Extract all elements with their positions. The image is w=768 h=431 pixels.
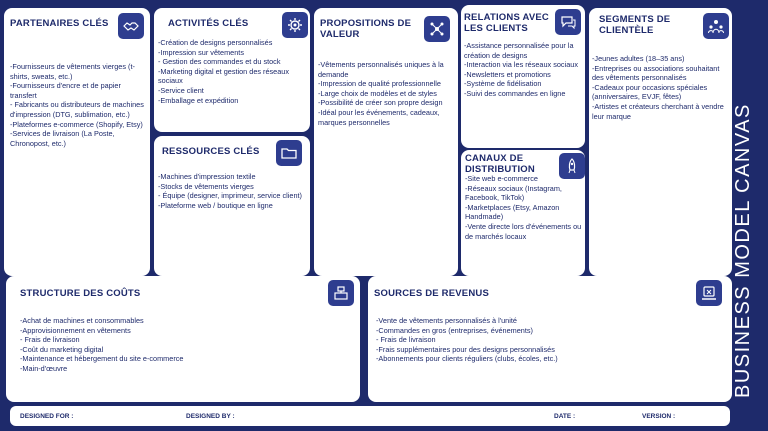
date-label: DATE : — [554, 413, 576, 420]
list-item: -Main-d'œuvre — [20, 363, 68, 373]
people-icon — [703, 13, 729, 39]
list-item: - Frais de livraison — [376, 335, 436, 345]
list-item: -Réseaux sociaux (Instagram, Facebook, TikTok) — [465, 183, 562, 203]
list-item: -Large choix de modèles et de styles — [318, 88, 437, 98]
revenue-streams-box — [368, 276, 732, 402]
list-item: -Abonnements pour clients réguliers (clubs, écoles, etc.) — [376, 354, 558, 364]
designed-for-label: DESIGNED FOR : — [20, 413, 74, 420]
value-propositions-title: PROPOSITIONS DE VALEUR — [320, 18, 412, 40]
list-item: - Équipe (designer, imprimeur, service client) — [158, 191, 302, 201]
key-activities-list — [158, 38, 308, 105]
list-item: -Machines d'impression textile — [158, 172, 256, 181]
key-resources-title: RESSOURCES CLÉS — [162, 146, 260, 157]
version-label: VERSION : — [642, 413, 676, 420]
channels-list — [465, 174, 583, 241]
list-item: -Frais supplémentaires pour des designs personnalisés — [376, 344, 555, 354]
value-propositions-list — [318, 60, 454, 127]
list-item: -Création de designs personnalisés — [158, 38, 273, 47]
network-icon — [424, 16, 450, 42]
customer-segments-box — [589, 8, 732, 276]
list-item: -Stocks de vêtements vierges — [158, 181, 254, 191]
channels-title: CANAUX DE DISTRIBUTION — [465, 153, 535, 175]
key-partners-list — [10, 62, 146, 148]
key-resources-list — [158, 172, 310, 210]
list-item: -Cadeaux pour occasions spéciales (anniversaires, EVJF, fêtes) — [592, 82, 708, 102]
list-item: -Service client — [158, 85, 204, 95]
list-item: -Emballage et expédition — [158, 95, 239, 105]
cost-structure-list — [20, 316, 350, 374]
customer-segments-title: SEGMENTS DE CLIENTÈLE — [599, 14, 671, 36]
cost-structure-title: STRUCTURE DES COÛTS — [20, 288, 141, 299]
list-item: - Gestion des commandes et du stock — [158, 57, 281, 67]
list-item: -Système de fidélisation — [464, 79, 542, 89]
revenue-streams-title: SOURCES DE REVENUS — [374, 288, 489, 299]
list-item: -Assistance personnalisée pour la création de designs — [464, 41, 574, 60]
list-item: -Marketplaces (Etsy, Amazon Handmade) — [465, 202, 560, 222]
list-item: -Vêtements personnalisés uniques à la demande — [318, 60, 444, 79]
list-item: -Achat de machines et consommables — [20, 316, 144, 325]
list-item: -Coût du marketing digital — [20, 344, 104, 354]
list-item: -Approvisionnement en vêtements — [20, 325, 131, 335]
list-item: -Idéal pour les événements, cadeaux, marques personnelles — [318, 107, 440, 127]
designed-by-label: DESIGNED BY : — [186, 413, 235, 420]
key-activities-box — [154, 8, 310, 132]
customer-relationships-list — [464, 41, 584, 99]
list-item: -Vente directe lors d'événements ou de marchés locaux — [465, 221, 582, 241]
key-partners-title: PARTENAIRES CLÉS — [10, 18, 109, 29]
list-item: -Services de livraison (La Poste, Chronopost, etc.) — [10, 129, 115, 148]
list-item: -Commandes en gros (entreprises, événements) — [376, 325, 533, 335]
footer-bar — [10, 406, 730, 426]
list-item: -Interaction via les réseaux sociaux — [464, 60, 578, 70]
customer-relationships-box — [461, 5, 585, 148]
list-item: -Marketing digital et gestion des réseaux sociaux — [158, 66, 290, 86]
list-item: -Suivi des commandes en ligne — [464, 88, 566, 98]
list-item: -Newsletters et promotions — [464, 69, 551, 79]
list-item: -Possibilité de créer son propre design — [318, 98, 443, 108]
list-item: -Jeunes adultes (18–35 ans) — [592, 54, 685, 63]
key-activities-title: ACTIVITÉS CLÉS — [168, 18, 249, 29]
gear-icon — [282, 12, 308, 38]
customer-segments-list — [592, 54, 730, 121]
list-item: - Fabricants ou distributeurs de machines d'impression (DTG, sublimation, etc.) — [10, 100, 144, 119]
list-item: -Vente de vêtements personnalisés à l'unité — [376, 316, 517, 325]
list-item: -Maintenance et hébergement du site e-commerce — [20, 354, 184, 364]
revenue-streams-list — [376, 316, 726, 364]
customer-relationships-title: RELATIONS AVEC LES CLIENTS — [464, 12, 549, 34]
canvas-title: BUSINESS MODEL CANVAS — [732, 103, 754, 398]
chat-icon — [555, 9, 581, 35]
list-item: -Fournisseurs de vêtements vierges (t-shirts, sweats, etc.) — [10, 62, 135, 81]
list-item: -Fournisseurs d'encre et de papier transfert — [10, 81, 121, 100]
cost-structure-box — [6, 276, 360, 402]
folder-icon — [276, 140, 302, 166]
value-propositions-box — [314, 8, 458, 276]
key-resources-box — [154, 136, 310, 276]
list-item: -Site web e-commerce — [465, 174, 538, 183]
cash-register-icon — [328, 280, 354, 306]
list-item: -Plateformes e-commerce (Shopify, Etsy) — [10, 119, 143, 129]
list-item: -Artistes et créateurs cherchant à vendre leur marque — [592, 101, 724, 121]
list-item: -Impression sur vêtements — [158, 47, 244, 57]
handshake-icon — [118, 13, 144, 39]
key-partners-box — [4, 8, 150, 276]
list-item: - Frais de livraison — [20, 335, 80, 345]
list-item: -Entreprises ou associations souhaitant des vêtements personnalisés — [592, 63, 720, 83]
list-item: -Impression de qualité professionnelle — [318, 79, 441, 89]
money-hand-icon — [696, 280, 722, 306]
list-item: -Plateforme web / boutique en ligne — [158, 200, 273, 210]
channels-box — [461, 150, 585, 276]
